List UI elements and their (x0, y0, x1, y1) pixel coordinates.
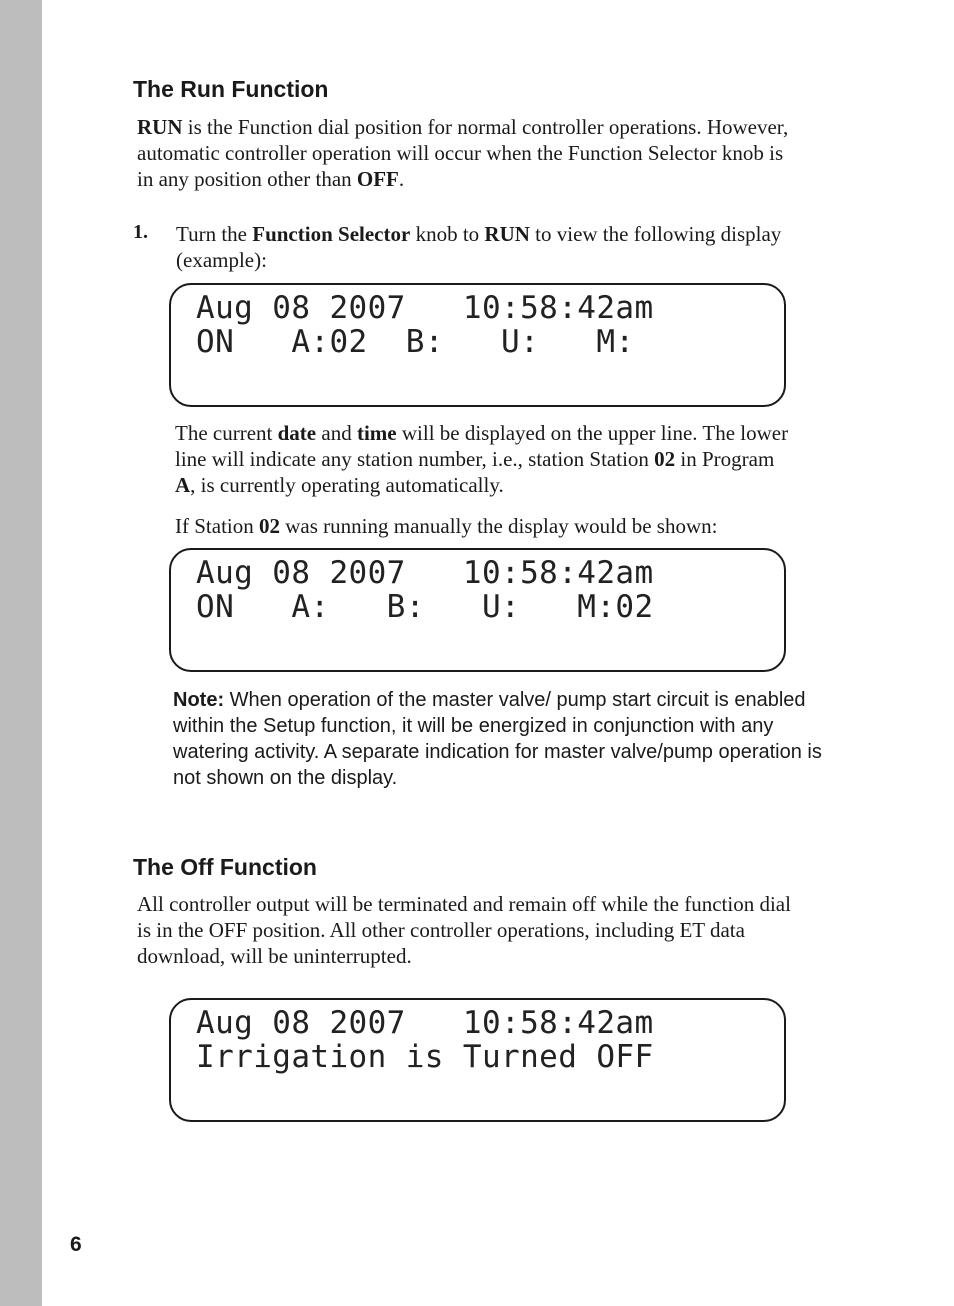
side-margin-strip (0, 0, 42, 1306)
lcd-line-2: Irrigation is Turned OFF (196, 1039, 654, 1075)
text-run: The current (175, 421, 278, 445)
step-number: 1. (133, 221, 148, 243)
display-explanation-paragraph (175, 420, 795, 498)
bold-term: A (175, 473, 191, 497)
run-function-heading: The Run Function (133, 76, 329, 102)
step-text (176, 221, 796, 273)
text-run: Turn the (176, 222, 253, 246)
lcd-line-1: Aug 08 2007 10:58:42am (196, 1005, 654, 1041)
lcd-line-2: ON A:02 B: U: M: (196, 324, 635, 360)
lcd-line-2: ON A: B: U: M:02 (196, 589, 654, 625)
off-function-heading: The Off Function (133, 854, 317, 880)
bold-term: 02 (654, 447, 676, 471)
manual-run-paragraph (175, 513, 815, 539)
bold-term: OFF (356, 167, 399, 191)
text-run: in Program (675, 447, 775, 471)
text-run: and (316, 421, 357, 445)
text-run: When operation of the master valve/ pump start circuit is enabled within the Setup function, it will be energized in conjunction with any watering activity. A separate indication for master valve/pump operation is not shown on the display. (173, 689, 822, 789)
bold-term: time (356, 421, 397, 445)
bold-term: 02 (259, 514, 280, 538)
text-run: knob to (410, 222, 485, 246)
bold-term: Note: (173, 689, 225, 711)
text-run: , is currently operating automatically. (190, 473, 504, 497)
bold-term: date (277, 421, 317, 445)
lcd-display-run-manual (169, 548, 786, 672)
note-paragraph (173, 687, 833, 791)
lcd-line-1: Aug 08 2007 10:58:42am (196, 555, 654, 591)
lcd-display-run-automatic (169, 283, 786, 407)
text-run: will be displayed on the upper line. The lower line will indicate any station number, i.e., station Station (175, 421, 789, 471)
run-intro-paragraph (137, 114, 797, 192)
text-run: to view the following display (example): (176, 222, 782, 272)
text-run: was running manually the display would be shown: (280, 514, 718, 538)
lcd-line-1: Aug 08 2007 10:58:42am (196, 290, 654, 326)
lcd-display-off (169, 998, 786, 1122)
bold-term: RUN (484, 222, 530, 246)
bold-term: Function Selector (252, 222, 411, 246)
text-run: If Station (175, 514, 259, 538)
bold-term: RUN (137, 115, 183, 139)
text-run: . (398, 167, 405, 191)
page-number: 6 (70, 1233, 82, 1256)
off-description-paragraph: All controller output will be terminated and remain off while the function dial is in the OFF position. All other controller operations, including ET data download, will be uninterrupted. (137, 892, 791, 968)
text-run: is the Function dial position for normal controller operations. However, automatic controller operation will occur when the Function Selector knob is in any position other than (137, 115, 789, 191)
